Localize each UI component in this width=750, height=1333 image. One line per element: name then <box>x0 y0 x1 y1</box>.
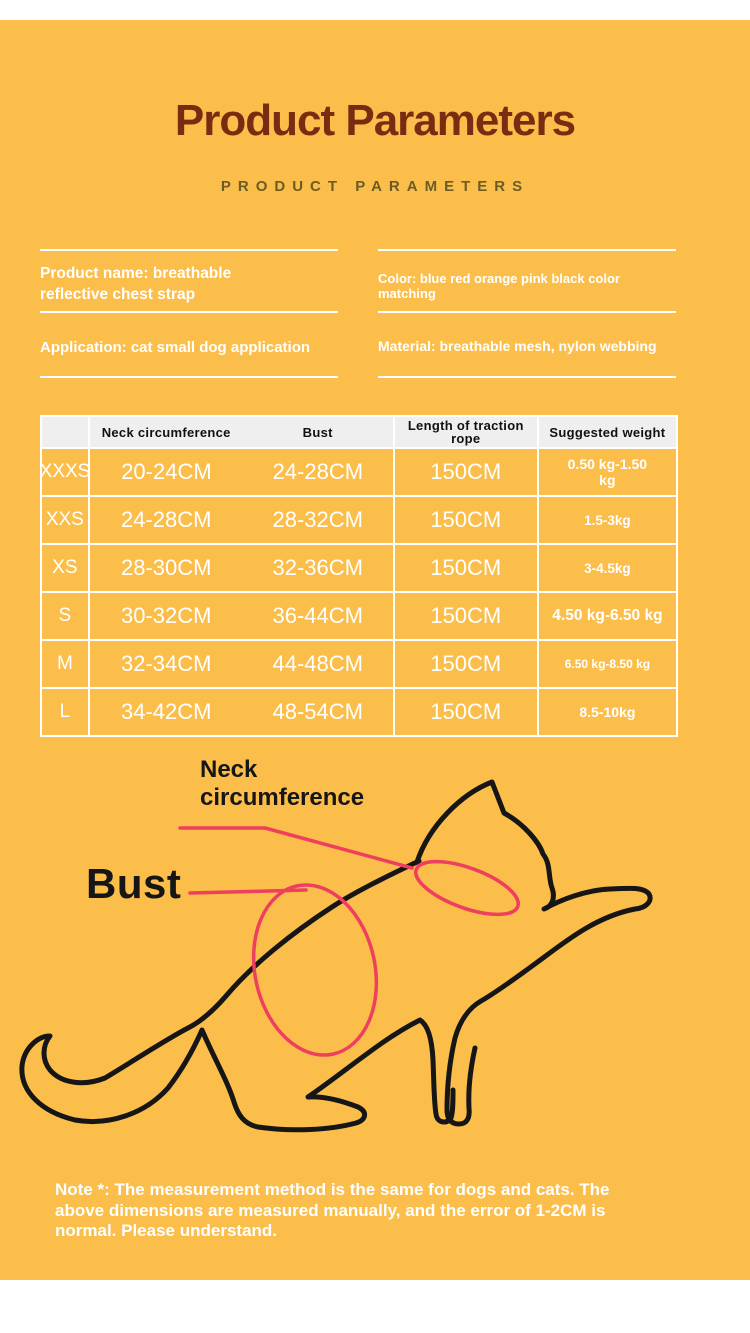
table-row <box>42 687 676 735</box>
measurement-note: Note *: The measurement method is the same for dogs and cats. The above dimensions are measured manually, and the error of 1-2CM is normal. Please understand. <box>55 1180 610 1240</box>
header-traction-rope: Length of traction rope <box>395 417 539 447</box>
bust-label: Bust <box>86 860 182 907</box>
size-label: XXS <box>42 497 90 543</box>
page-title: Product Parameters <box>174 96 576 145</box>
bust-value: 24-28CM <box>243 449 395 495</box>
header-bust: Bust <box>243 417 395 447</box>
product-name-text: Product name: breathable reflective chest strap <box>40 265 232 303</box>
header-neck-circumference: Neck circumference <box>101 424 231 440</box>
table-row <box>42 639 676 687</box>
weight-value: 4.50 kg-6.50 kg <box>552 607 663 624</box>
bust-measure-ellipse <box>238 873 391 1066</box>
size-label: S <box>42 593 90 639</box>
size-table <box>40 415 678 737</box>
size-label: XXXS <box>42 449 90 495</box>
size-label: L <box>42 689 90 735</box>
weight-value: 3-4.5kg <box>584 560 631 576</box>
bust-value: 44-48CM <box>243 641 395 687</box>
size-label: M <box>42 641 90 687</box>
material-text: Material: breathable mesh, nylon webbing <box>378 338 657 354</box>
rope-value: 150CM <box>395 449 539 495</box>
divider-line <box>40 249 338 251</box>
table-row <box>39 447 676 495</box>
rope-value: 150CM <box>395 641 539 687</box>
neck-value: 32-34CM <box>120 651 212 676</box>
table-row <box>42 543 676 591</box>
divider-line <box>40 376 338 378</box>
neck-circumference-label: Neck circumference <box>200 756 365 811</box>
rope-value: 150CM <box>395 689 539 735</box>
weight-value: 0.50 kg-1.50 kg <box>567 456 648 488</box>
size-label: XS <box>42 545 90 591</box>
bust-value: 28-32CM <box>243 497 395 543</box>
rope-value: 150CM <box>395 545 539 591</box>
neck-measure-ellipse <box>409 851 524 926</box>
weight-value: 6.50 kg-8.50 kg <box>564 657 651 671</box>
divider-line <box>378 249 676 251</box>
neck-value: 24-28CM <box>120 507 212 532</box>
neck-value: 30-32CM <box>120 603 212 628</box>
cat-outline-head-and-leg <box>417 782 650 1124</box>
table-row <box>42 591 676 639</box>
neck-value: 28-30CM <box>120 555 212 580</box>
neck-callout-line <box>180 828 412 868</box>
divider-line <box>378 311 676 313</box>
weight-value: 8.5-10kg <box>579 704 636 720</box>
color-text: Color: blue red orange pink black color matching <box>378 271 620 301</box>
neck-value: 20-24CM <box>121 459 212 484</box>
table-row <box>42 495 676 543</box>
rope-value: 150CM <box>395 593 539 639</box>
table-header-row <box>42 417 676 447</box>
bust-value: 32-36CM <box>243 545 395 591</box>
bust-value: 36-44CM <box>243 593 395 639</box>
bust-callout-line <box>190 890 306 893</box>
bust-value: 48-54CM <box>243 689 395 735</box>
cat-illustration <box>0 750 750 1170</box>
header-size <box>42 417 90 447</box>
neck-value: 34-42CM <box>120 699 212 724</box>
page-subtitle: PRODUCT PARAMETERS <box>220 178 530 195</box>
divider-line <box>40 311 338 313</box>
divider-line <box>378 376 676 378</box>
application-text: Application: cat small dog application <box>40 339 311 356</box>
weight-value: 1.5-3kg <box>584 512 631 528</box>
header-suggested-weight: Suggested weight <box>549 424 666 440</box>
orange-background-panel <box>0 20 750 1280</box>
rope-value: 150CM <box>395 497 539 543</box>
